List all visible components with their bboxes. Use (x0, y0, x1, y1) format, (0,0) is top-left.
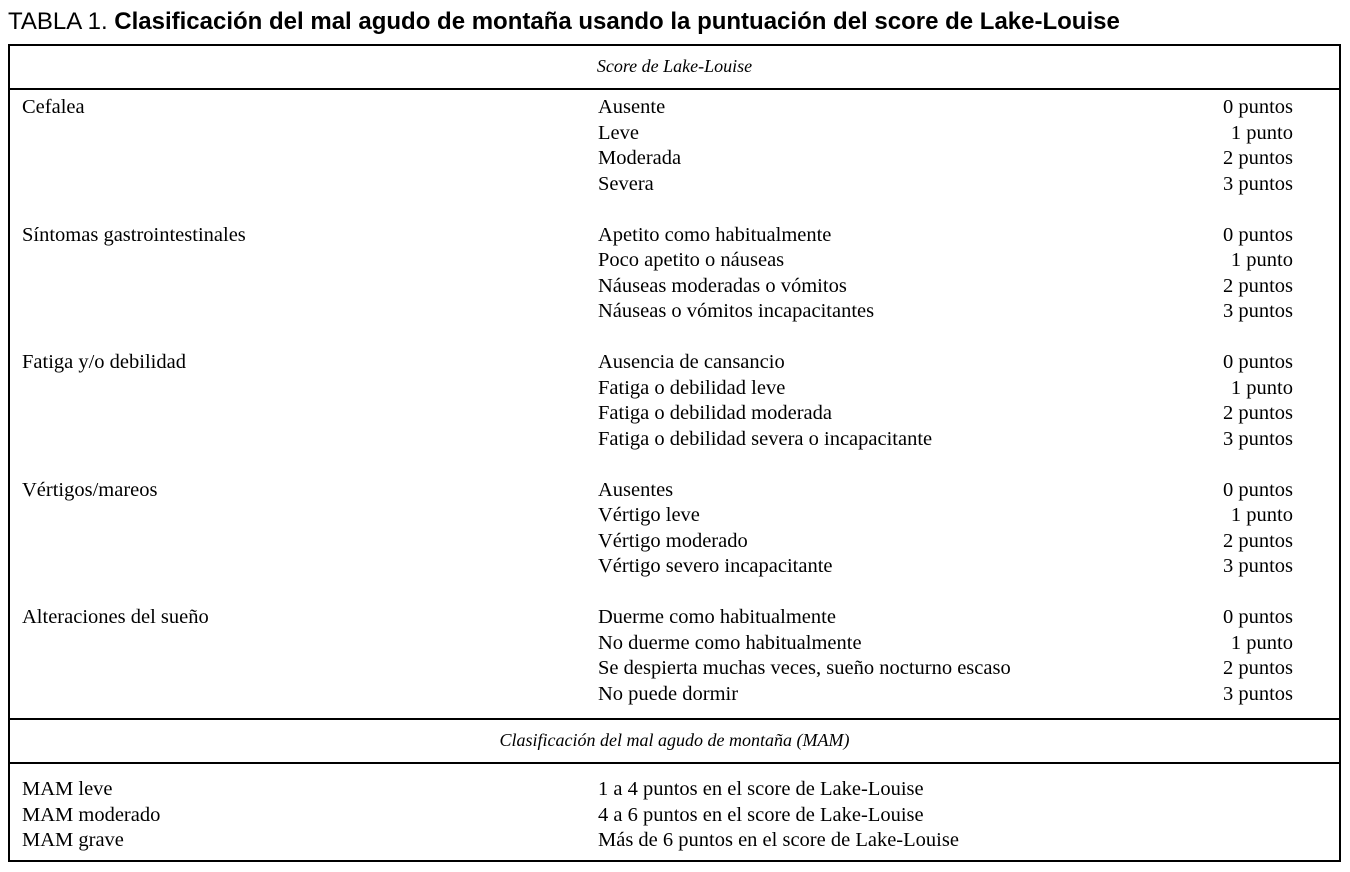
score-row (10, 95, 1339, 121)
symptom-points: 3 puntos (1222, 300, 1293, 322)
symptom-points: 0 puntos (1222, 351, 1293, 373)
symptom-points: 2 puntos (1222, 147, 1293, 169)
caption-label: TABLA 1. (8, 8, 108, 35)
symptom-points: 1 punto (1230, 376, 1293, 399)
mam-criterion: 4 a 6 puntos en el score de Lake-Louise (598, 803, 924, 826)
classification-row (10, 803, 1339, 829)
symptom-description: Fatiga o debilidad severa o incapacitante (598, 427, 933, 450)
score-row (10, 529, 1339, 555)
symptom-description: No puede dormir (598, 682, 739, 705)
score-row (10, 274, 1339, 300)
symptom-points: 1 punto (1230, 249, 1293, 271)
symptom-points: 1 punto (1230, 631, 1293, 654)
score-row (10, 172, 1339, 198)
score-row (10, 605, 1339, 631)
score-row (10, 478, 1339, 504)
symptom-category: Fatiga y/o debilidad (22, 351, 186, 373)
score-row (10, 350, 1339, 376)
classification-section-header: Clasificación del mal agudo de montaña (MAM) (499, 730, 850, 750)
classification-row (10, 777, 1339, 803)
score-row (10, 503, 1339, 529)
symptom-description: Se despierta muchas veces, sueño nocturno escaso (598, 657, 1011, 679)
symptom-points: 1 punto (1230, 504, 1293, 526)
header-divider (10, 88, 1339, 90)
score-row (10, 146, 1339, 172)
symptom-category: Cefalea (22, 96, 85, 118)
symptom-description: Leve (598, 121, 639, 144)
symptom-points: 3 puntos (1222, 427, 1293, 450)
symptom-category: Síntomas gastrointestinales (22, 223, 246, 246)
symptom-category: Alteraciones del sueño (22, 606, 209, 628)
symptom-points: 2 puntos (1222, 529, 1293, 552)
symptom-description: No duerme como habitualmente (598, 631, 862, 654)
symptom-points: 1 punto (1230, 121, 1293, 144)
score-row (10, 223, 1339, 249)
symptom-points: 2 puntos (1222, 657, 1293, 679)
symptom-points: 2 puntos (1222, 274, 1293, 297)
score-row (10, 427, 1339, 453)
score-row (10, 401, 1339, 427)
score-row (10, 656, 1339, 682)
symptom-description: Severa (598, 172, 654, 195)
symptom-description: Fatiga o debilidad moderada (598, 402, 832, 424)
symptom-points: 2 puntos (1222, 402, 1293, 424)
symptom-description: Fatiga o debilidad leve (598, 376, 786, 399)
symptom-points: 0 puntos (1222, 606, 1293, 628)
symptom-description: Ausencia de cansancio (598, 351, 785, 373)
symptom-description: Duerme como habitualmente (598, 606, 836, 628)
symptom-points: 0 puntos (1222, 96, 1293, 118)
symptom-points: 3 puntos (1222, 682, 1293, 705)
symptom-points: 3 puntos (1222, 555, 1293, 577)
symptom-description: Náuseas o vómitos incapacitantes (598, 300, 875, 322)
symptom-category: Vértigos/mareos (22, 478, 158, 501)
mam-criterion: Más de 6 puntos en el score de Lake-Louise (598, 829, 959, 851)
mam-level: MAM grave (22, 829, 124, 851)
classification-header-divider (10, 762, 1339, 764)
symptom-points: 0 puntos (1222, 478, 1293, 501)
score-row (10, 682, 1339, 708)
symptom-description: Ausente (598, 96, 666, 118)
symptom-description: Vértigo severo incapacitante (598, 555, 833, 577)
symptom-description: Vértigo leve (598, 504, 700, 526)
score-row (10, 299, 1339, 325)
score-section-header: Score de Lake-Louise (596, 56, 753, 76)
score-row (10, 248, 1339, 274)
symptom-description: Náuseas moderadas o vómitos (598, 274, 847, 297)
section-divider (10, 718, 1339, 720)
score-row (10, 121, 1339, 147)
score-row (10, 631, 1339, 657)
table-caption (8, 6, 1120, 38)
mam-level: MAM moderado (22, 803, 161, 826)
score-row (10, 376, 1339, 402)
caption-title: Clasificación del mal agudo de montaña usando la puntuación del score de Lake-Louise (114, 8, 1120, 35)
mam-level: MAM leve (22, 778, 113, 800)
lake-louise-table (8, 44, 1341, 862)
symptom-description: Vértigo moderado (598, 529, 748, 552)
classification-row (10, 828, 1339, 854)
symptom-points: 3 puntos (1222, 172, 1293, 195)
symptom-points: 0 puntos (1222, 223, 1293, 246)
symptom-description: Poco apetito o náuseas (598, 249, 785, 271)
score-row (10, 554, 1339, 580)
symptom-description: Moderada (598, 147, 682, 169)
symptom-description: Apetito como habitualmente (598, 223, 832, 246)
symptom-description: Ausentes (598, 478, 674, 501)
mam-criterion: 1 a 4 puntos en el score de Lake-Louise (598, 778, 924, 800)
